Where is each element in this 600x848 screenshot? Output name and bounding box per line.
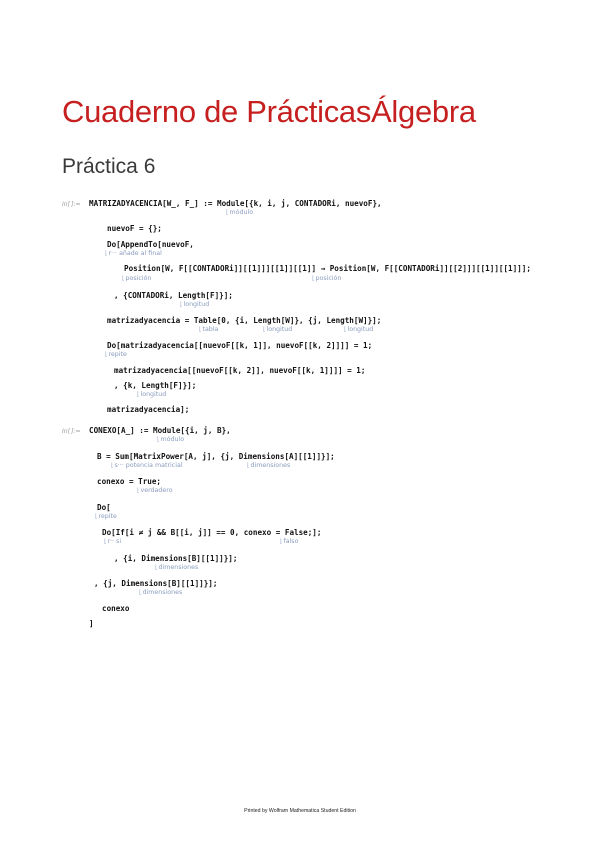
- code-line[interactable]: Position[W, F[[CONTADORi]][[1]]][[1]][[1]] → Position[W, F[[CONTADORi]][[2]]][[1]][[1]]];: [124, 264, 531, 273]
- notebook-title: Cuaderno de PrácticasÁlgebra: [62, 94, 476, 129]
- code-line[interactable]: CONEXO[A_] := Module[{i, j, B},: [89, 426, 231, 435]
- function-tooltip: ⌊ dimensiones: [155, 564, 198, 571]
- code-line[interactable]: Do[matrizadyacencia[[nuevoF[[k, 1]], nuevoF[[k, 2]]]] = 1;: [107, 341, 373, 350]
- function-tooltip: ⌊ repite: [105, 351, 127, 358]
- code-line[interactable]: B = Sum[MatrixPower[A, j], {j, Dimensions[A][[1]]}];: [97, 452, 335, 461]
- function-tooltip: ⌊ r··· añade al final: [105, 250, 162, 257]
- code-line[interactable]: conexo: [102, 604, 130, 613]
- print-footer: Printed by Wolfram Mathematica Student Edition: [244, 808, 356, 814]
- function-tooltip: ⌊ longitud: [344, 326, 373, 333]
- code-line[interactable]: matrizadyacencia[[nuevoF[[k, 2]], nuevoF[[k, 1]]]] = 1;: [114, 366, 366, 375]
- code-line[interactable]: , {k, Length[F]}];: [114, 381, 197, 390]
- function-tooltip: ⌊ r·· si: [104, 538, 121, 545]
- code-line[interactable]: MATRIZADYACENCIA[W_, F_] := Module[{k, i, j, CONTADORi, nuevoF},: [89, 199, 382, 208]
- function-tooltip: ⌊ s··· potencia matricial: [111, 462, 183, 469]
- code-line[interactable]: Do[If[i ≠ j && B[[i, j]] == 0, conexo = False;];: [102, 528, 322, 537]
- code-line[interactable]: matrizadyacencia];: [107, 405, 190, 414]
- section-title: Práctica 6: [62, 155, 156, 178]
- function-tooltip: ⌊ verdadero: [137, 487, 173, 494]
- code-line[interactable]: Do[AppendTo[nuevoF,: [107, 240, 194, 249]
- function-tooltip: ⌊ módulo: [226, 209, 253, 216]
- code-line[interactable]: ]: [89, 619, 94, 628]
- input-label: In[ ]:=: [62, 428, 81, 435]
- code-line[interactable]: , {j, Dimensions[B][[1]]}];: [94, 579, 218, 588]
- code-line[interactable]: matrizadyacencia = Table[0, {i, Length[W]}, {j, Length[W]}];: [107, 316, 382, 325]
- code-line[interactable]: conexo = True;: [97, 477, 162, 486]
- function-tooltip: ⌊ falso: [280, 538, 298, 545]
- function-tooltip: ⌊ posición: [312, 275, 341, 282]
- code-line[interactable]: , {CONTADORi, Length[F]}];: [114, 291, 233, 300]
- function-tooltip: ⌊ longitud: [137, 391, 166, 398]
- function-tooltip: ⌊ longitud: [263, 326, 292, 333]
- function-tooltip: ⌊ dimensiones: [247, 462, 290, 469]
- function-tooltip: ⌊ longitud: [180, 301, 209, 308]
- function-tooltip: ⌊ posición: [122, 275, 151, 282]
- code-line[interactable]: nuevoF = {};: [107, 224, 162, 233]
- function-tooltip: ⌊ repite: [95, 513, 117, 520]
- function-tooltip: ⌊ tabla: [199, 326, 218, 333]
- function-tooltip: ⌊ módulo: [157, 436, 184, 443]
- input-label: In[ ]:=: [62, 201, 81, 208]
- function-tooltip: ⌊ dimensiones: [139, 589, 182, 596]
- code-line[interactable]: Do[: [97, 503, 111, 512]
- code-line[interactable]: , {i, Dimensions[B][[1]]}];: [114, 554, 238, 563]
